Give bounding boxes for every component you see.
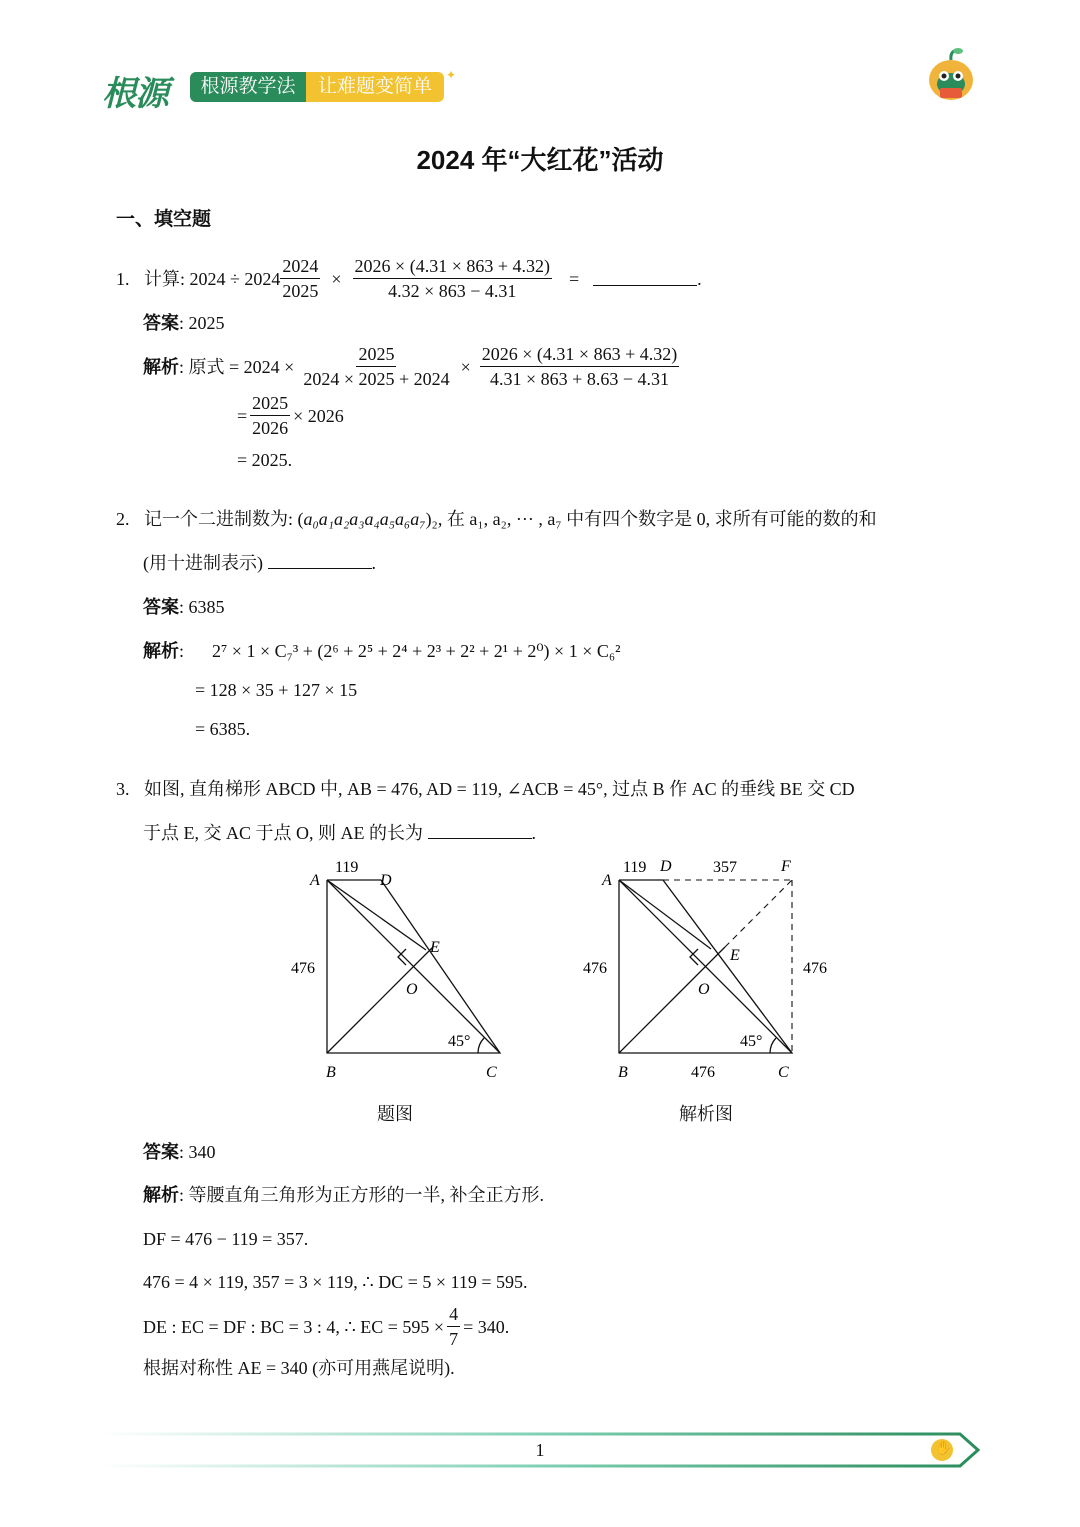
svg-text:476: 476 (691, 1064, 715, 1081)
fig1-caption: 题图 (377, 1104, 413, 1124)
fig2-caption: 解析图 (679, 1104, 733, 1124)
solution-figure (572, 852, 842, 1092)
svg-text:45°: 45° (740, 1033, 763, 1050)
svg-text:A: A (602, 872, 612, 889)
brand-tag: 根源教学法 (190, 72, 306, 102)
q3-solution-line4: 根据对称性 AE = 340 (亦可用燕尾说明). (143, 1358, 455, 1378)
sparkle-icon: ✦ (446, 68, 457, 82)
svg-text:C: C (486, 1064, 497, 1081)
fig1-label-top: 119 (335, 859, 359, 876)
svg-text:E: E (430, 939, 440, 956)
logo: 根源 (102, 75, 168, 113)
hand-icon: ✋ (935, 1440, 952, 1455)
q3-solution-line2: 476 = 4 × 119, 357 = 3 × 119, ∴ DC = 5 × 119 = 595. (143, 1272, 528, 1292)
answer-blank (428, 824, 532, 839)
fig1-angle: 45° (448, 1033, 471, 1050)
q1-answer: 答案: 2025 (143, 313, 225, 333)
svg-text:A: A (310, 872, 320, 889)
q2-solution-line3: = 6385. (195, 719, 251, 739)
section-heading: 一、填空题 (116, 209, 212, 230)
q3-solution-line1: DF = 476 − 119 = 357. (143, 1229, 309, 1249)
q3-statement-line2: 于点 E, 交 AC 于点 O, 则 AE 的长为 . (143, 823, 536, 843)
q3-solution-intro: 解析: 等腰直角三角形为正方形的一半, 补全正方形. (143, 1185, 544, 1205)
svg-text:E: E (730, 947, 740, 964)
svg-text:476: 476 (583, 960, 607, 977)
q1-number: 1. (116, 268, 130, 289)
fig1-label-left: 476 (291, 960, 315, 977)
q3-solution-line3: DE : EC = DF : BC = 3 : 4, ∴ EC = 595 × $\frac{4}{7}$ = 340. (143, 1304, 510, 1349)
svg-text:C: C (778, 1064, 789, 1081)
q2-statement-line2: (用十进制表示) . (143, 553, 376, 573)
answer-blank (268, 554, 372, 569)
svg-text:D: D (380, 872, 392, 889)
q2-solution-line1: 解析: 2⁷ × 1 × C₇³ + (2⁶ + 2⁵ + 2⁴ + 2³ + 2² + 2¹ + 2⁰) × 1 × C₆² (143, 641, 621, 661)
answer-blank (593, 271, 697, 286)
svg-text:D: D (660, 858, 672, 875)
q3-answer: 答案: 340 (143, 1142, 216, 1162)
q1-fraction-1: $\frac{2024}{2025}$ (282, 256, 319, 301)
q1-solution-line1: 解析 : 原式 = 2024 × $\frac{2025}{2024 \times 2025 + 2024}$ × $\frac{2026 \times (4.31 \times 863 + 4.32)}{4.31 \times 863 + 8.63 - 4.31}$ (143, 344, 678, 389)
svg-text:F: F (781, 858, 791, 875)
q1-solution-line3: = 2025. (237, 450, 293, 470)
page-title: 2024 年“大红花”活动 (416, 145, 664, 175)
svg-text:B: B (618, 1064, 628, 1081)
svg-text:O: O (406, 981, 418, 998)
svg-text:119: 119 (623, 859, 647, 876)
svg-text:B: B (326, 1064, 336, 1081)
q2-answer: 答案: 6385 (143, 597, 225, 617)
q2-statement-line1: 2. 记一个二进制数为: (a₀a₁a₂a₃a₄a₅a₆a₇)₂, 在 a₁, a₂, ··· , a₇ 中有四个数字是 0, 求所有可能的数的和 (116, 509, 877, 529)
problem-figure (280, 852, 520, 1092)
q3-statement-line1: 3. 如图, 直角梯形 ABCD 中, AB = 476, AD = 119, ∠ACB = 45°, 过点 B 作 AC 的垂线 BE 交 CD (116, 779, 855, 799)
q1-prefix: 计算: 2024 ÷ 2024 (144, 268, 281, 289)
svg-text:476: 476 (803, 960, 827, 977)
svg-text:357: 357 (713, 859, 737, 876)
mascot-icon (920, 44, 982, 104)
page-number: 1 (535, 1440, 545, 1460)
svg-text:O: O (698, 981, 710, 998)
slogan-tag: 让难题变简单 (306, 72, 444, 102)
q2-solution-line2: = 128 × 35 + 127 × 15 (195, 680, 358, 700)
q1-statement: 1. 计算: 2024 ÷ 2024 $\frac{2024}{2025}$ × $\frac{2026 \times (4.31 \times 863 + 4.32)}{4.32 \times 863 - 4.31}$ = . (116, 256, 702, 301)
q1-fraction-2: $\frac{2026 \times (4.31 \times 863 + 4.32)}{4.32 \times 863 - 4.31}$ (354, 256, 550, 301)
q1-solution-line2: = $\frac{2025}{2026}$ × 2026 (237, 393, 344, 438)
